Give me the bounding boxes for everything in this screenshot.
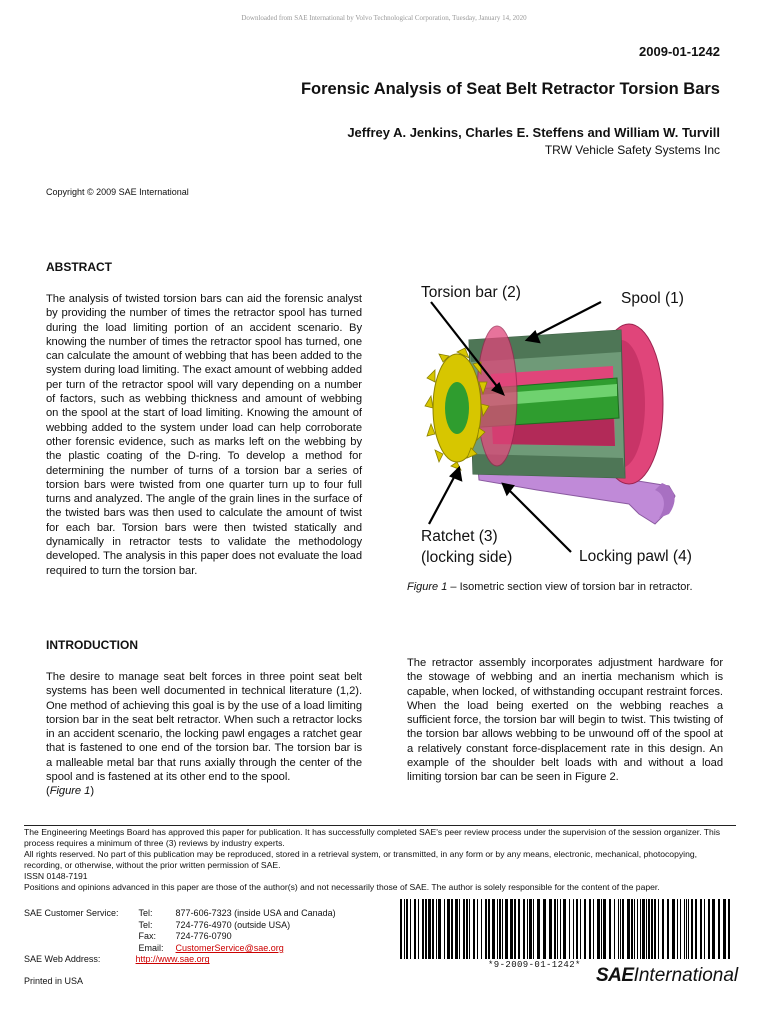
barcode-bar [497, 899, 498, 959]
barcode-bar [597, 899, 600, 959]
barcode-bar [557, 899, 558, 959]
barcode-bar [549, 899, 552, 959]
barcode-bar [662, 899, 664, 959]
label-ratchet: Ratchet (3) [421, 528, 498, 545]
barcode-text: *9-2009-01-1242* [488, 960, 581, 970]
barcode-bar [609, 899, 611, 959]
barcode-bar [688, 899, 689, 959]
barcode-bar [428, 899, 431, 959]
barcode-bar [684, 899, 685, 959]
barcode-bar [648, 899, 650, 959]
spool-left-flange [477, 326, 517, 466]
barcode-bar [463, 899, 465, 959]
barcode-bar [505, 899, 508, 959]
barcode-bar [620, 899, 621, 959]
barcode-bar [569, 899, 570, 959]
download-notice: Downloaded from SAE International by Volvo Technological Corporation, Tuesday, January 14, 2020 [241, 14, 527, 22]
barcode-bar [584, 899, 586, 959]
affiliation: TRW Vehicle Safety Systems Inc [544, 143, 720, 157]
barcode-bar [680, 899, 681, 959]
barcode-bar [603, 899, 606, 959]
barcode-bar [418, 899, 419, 959]
barcode-bar [654, 899, 656, 959]
barcode-bar [436, 899, 437, 959]
barcode-bar [622, 899, 624, 959]
label-locking-side: (locking side) [421, 549, 513, 566]
barcode-bar [691, 899, 693, 959]
barcode-bar [438, 899, 441, 959]
barcode-bar [533, 899, 534, 959]
barcode-bar [527, 899, 528, 959]
barcode-bar [686, 899, 687, 959]
barcode-bar [451, 899, 453, 959]
barcode-bar [510, 899, 513, 959]
paper-title: Forensic Analysis of Seat Belt Retractor Torsion Bars [300, 80, 720, 98]
barcode-bar [723, 899, 726, 959]
barcode-bar [704, 899, 705, 959]
tel-label-2: Tel: [138, 919, 153, 930]
barcode-bar [614, 899, 615, 959]
figure-1-caption-label: Figure 1 [407, 581, 448, 593]
email-label: Email: [138, 942, 164, 953]
barcode-bar [627, 899, 630, 959]
barcode-bar [576, 899, 578, 959]
sae-international-logo [596, 965, 738, 987]
email-link[interactable]: CustomerService@sae.org [175, 942, 284, 953]
issn: ISSN 0148-7191 [24, 871, 88, 881]
label-spool: Spool (1) [621, 290, 684, 307]
footer-divider [24, 825, 736, 826]
approval-notice: The Engineering Meetings Board has approved this paper for publication. It has successfully completed SAE's peer review process under the supervision of the session organizer. This process requires a minimum of three (3) reviews by industry experts. [24, 827, 721, 848]
barcode-bar [502, 899, 503, 959]
copyright-notice: Copyright © 2009 SAE International [46, 187, 189, 197]
label-locking-pawl: Locking pawl (4) [579, 548, 692, 565]
barcode-bar [537, 899, 540, 959]
figure-1-caption-text: – Isometric section view of torsion bar in retractor. [447, 581, 693, 593]
barcode-bar [414, 899, 416, 959]
barcode-bar [466, 899, 468, 959]
printed-notice: Printed in USA [24, 976, 84, 986]
tel-1: 877-606-7323 (inside USA and Canada) [175, 908, 336, 918]
abstract-heading: ABSTRACT [46, 260, 112, 274]
barcode-bar [708, 899, 710, 959]
barcode-bar [514, 899, 516, 959]
barcode-bar [444, 899, 445, 959]
barcode-bar [634, 899, 635, 959]
retractor-description-text: The retractor assembly incorporates adjustment hardware for the stowage of webbing and an inertia mechanism which is capable, when locked, of withstanding occupant restraint forces. When the load being exerted on the webbing reaches a sufficient force, the torsion bar will begin to twist. This twisting of the torsion bar allows webbing to be unwound off of the spool at a relatively constant force-displacement rate in this design. An example of the shoulder belt loads with and without a load limiting torsion bar can be seen in Figure 2. [407, 657, 723, 784]
footer-notices [24, 827, 736, 893]
barcode-bar [529, 899, 532, 959]
barcode-bar [601, 899, 602, 959]
barcode [398, 899, 736, 961]
barcode-bar [651, 899, 653, 959]
barcode-bar [658, 899, 659, 959]
barcode-bar [580, 899, 581, 959]
barcode-bar [492, 899, 495, 959]
fax: 724-776-0790 [175, 931, 232, 942]
barcode-bar [672, 899, 675, 959]
figure-reference-link[interactable]: Figure 1 [49, 785, 91, 798]
logo-sae: SAE [596, 965, 634, 986]
contact-table [24, 908, 348, 966]
barcode-bar [469, 899, 470, 959]
barcode-bar [488, 899, 490, 959]
barcode-bar [447, 899, 450, 959]
logo-international: International [633, 965, 739, 986]
barcode-bar [637, 899, 638, 959]
tel-2: 724-776-4970 (outside USA) [175, 919, 291, 930]
barcode-bar [400, 899, 402, 959]
authors: Jeffrey A. Jenkins, Charles E. Steffens and William W. Turvill [347, 125, 720, 140]
barcode-bar [593, 899, 594, 959]
barcode-bar [728, 899, 730, 959]
barcode-bar [560, 899, 561, 959]
barcode-bar [523, 899, 525, 959]
introduction-body [46, 670, 362, 799]
barcode-bar [642, 899, 645, 959]
barcode-bar [477, 899, 478, 959]
abstract-text: The analysis of twisted torsion bars can aid the forensic analyst by providing the number of times the retractor spool has turned during the load limiting portion of an accident scenario. By knowing the number of times the retractor spool has turned, one can calculate the amount of webbing that has been added to the system during load limiting. The exact amount of webbing added per turn of the retractor spool will vary depending on a number of factors, such as webbing thickness and amount of webbing on the spool at the start of load limiting. Knowing the amount of webbing added to the system under load can help corroborate other forensic evidence, such as marks left on the webbing by the plastic coating of the D-ring. To develop a method for determining the number of turns of a torsion bar a series of torsion bars were twisted from one quarter turn up to four full turns and analyzed. The angle of the grain lines in the surface of the twisted bars was then used to calculate the amount of twist for each bar. Torsion bars were then twisted statically and dynamically in retractor tests to validate the methodology developed. The analysis in this paper does not evaluate the load required to turn the torsion bar. [46, 293, 362, 577]
web-link[interactable]: http://www.sae.org [135, 954, 210, 965]
rights-notice: All rights reserved. No part of this publication may be reproduced, stored in a retrieval system, or transmitted, in any form or by any means, electronic, mechanical, photocopying, recording, or otherwise, without the prior written permission of SAE. [24, 849, 698, 870]
barcode-bar [543, 899, 546, 959]
label-torsion-bar: Torsion bar (2) [421, 284, 521, 301]
barcode-bar [455, 899, 458, 959]
barcode-bar [432, 899, 434, 959]
introduction-heading: INTRODUCTION [46, 638, 138, 652]
barcode-bar [473, 899, 475, 959]
barcode-bar [518, 899, 520, 959]
paper-number: 2009-01-1242 [639, 44, 720, 59]
figure-1 [407, 278, 723, 576]
barcode-bar [646, 899, 647, 959]
tel-label: Tel: [138, 908, 153, 918]
barcode-bar [718, 899, 720, 959]
barcode-bar [631, 899, 633, 959]
barcode-bar [573, 899, 574, 959]
barcode-bar [499, 899, 501, 959]
barcode-bar [459, 899, 460, 959]
barcode-bar [563, 899, 566, 959]
fax-label: Fax: [138, 931, 157, 942]
barcode-bar [618, 899, 619, 959]
barcode-bar [404, 899, 405, 959]
barcode-bar [640, 899, 641, 959]
barcode-bar [667, 899, 669, 959]
barcode-bar [425, 899, 427, 959]
figure-1-caption [407, 581, 723, 595]
barcode-bar [700, 899, 702, 959]
figure-reference: (Figure 1) [46, 785, 95, 798]
customer-service-label: SAE Customer Service: [24, 908, 119, 918]
barcode-bar [481, 899, 482, 959]
web-label: SAE Web Address: [24, 954, 101, 965]
barcode-bar [410, 899, 411, 959]
barcode-bar [695, 899, 697, 959]
barcode-bar [677, 899, 678, 959]
barcode-bar [422, 899, 424, 959]
disclaimer: Positions and opinions advanced in this paper are those of the author(s) and not necessarily those of SAE. The author is solely responsible for the content of the paper. [24, 882, 660, 892]
barcode-bar [712, 899, 715, 959]
introduction-text: The desire to manage seat belt forces in three point seat belt systems has been well documented in technical literature (1,2). One method of achieving this goal is by the use of a load limiting torsion bar in the seat belt retractor. When such a retractor locks in an accident scenario, the locking pawl engages a ratchet gear that is fastened to one end of the torsion bar. The torsion bar is a malleable metal bar that runs axially through the center of the spool and is fastened at its other end to the spool. [46, 671, 362, 784]
barcode-bar [589, 899, 591, 959]
barcode-bar [485, 899, 487, 959]
barcode-bar [406, 899, 408, 959]
barcode-bar [554, 899, 556, 959]
